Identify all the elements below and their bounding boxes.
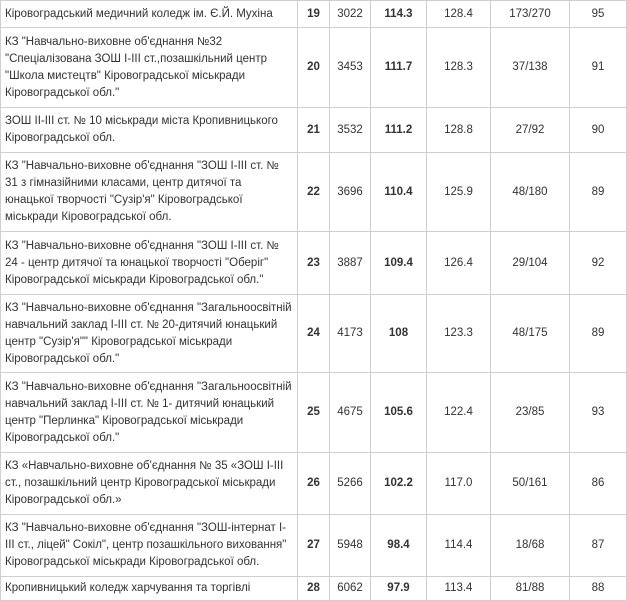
percent-cell: 88 <box>570 577 627 601</box>
school-name-cell: ЗОШ ІІ-ІІІ ст. № 10 міськради міста Кропивницького Кіровоградської обл. <box>1 108 298 153</box>
ratio-cell: 27/92 <box>491 108 570 153</box>
school-name-cell: КЗ "Навчально-виховне об'єднання "ЗОШ-інтернат І-ІІІ ст., ліцей" Сокіл", центр позашкільного виховання" Кіровоградської міськради Кіровоградської обл. <box>1 515 298 577</box>
average-cell: 126.4 <box>427 232 491 295</box>
average-cell: 128.3 <box>427 28 491 108</box>
count-cell: 3532 <box>330 108 371 153</box>
table-row <box>1 153 627 232</box>
average-cell: 125.9 <box>427 153 491 232</box>
table-row <box>1 1 627 28</box>
table-row <box>1 108 627 153</box>
rank-cell: 28 <box>298 577 330 601</box>
average-cell: 114.4 <box>427 515 491 577</box>
school-name-cell: КЗ "Навчально-виховне об'єднання "ЗОШ І-ІІІ ст. № 31 з гімназійними класами, центр дитячої та юнацької творчості "Сузір'я" Кіровоградської міськради Кіровоградської обл. <box>1 153 298 232</box>
rank-cell: 19 <box>298 1 330 28</box>
table-row <box>1 295 627 373</box>
score-cell: 111.2 <box>371 108 427 153</box>
table-row <box>1 577 627 601</box>
school-name-cell: КЗ "Навчально-виховне об'єднання "Загальноосвітній навчальний заклад І-ІІІ ст. № 1- дитячий юнацький центр "Перлинка" Кіровоградської міськради Кіровоградської обл." <box>1 373 298 453</box>
rank-cell: 26 <box>298 453 330 515</box>
school-name-cell: КЗ "Навчально-виховне об'єднання "ЗОШ І-ІІІ ст. № 24 - центр дитячої та юнацької творчості "Оберіг" Кіровоградської міськради Кіровоградської обл." <box>1 232 298 295</box>
rank-cell: 25 <box>298 373 330 453</box>
score-cell: 110.4 <box>371 153 427 232</box>
percent-cell: 90 <box>570 108 627 153</box>
rank-cell: 22 <box>298 153 330 232</box>
count-cell: 6062 <box>330 577 371 601</box>
ratio-cell: 29/104 <box>491 232 570 295</box>
count-cell: 3887 <box>330 232 371 295</box>
school-name-cell: КЗ «Навчально-виховне об'єднання № 35 «ЗОШ І-ІІІ ст., позашкільний центр Кіровоградської міськради Кіровоградської обл.» <box>1 453 298 515</box>
count-cell: 3453 <box>330 28 371 108</box>
percent-cell: 89 <box>570 295 627 373</box>
average-cell: 113.4 <box>427 577 491 601</box>
average-cell: 128.8 <box>427 108 491 153</box>
count-cell: 3696 <box>330 153 371 232</box>
percent-cell: 91 <box>570 28 627 108</box>
average-cell: 117.0 <box>427 453 491 515</box>
score-cell: 105.6 <box>371 373 427 453</box>
rank-cell: 20 <box>298 28 330 108</box>
table-row <box>1 515 627 577</box>
average-cell: 128.4 <box>427 1 491 28</box>
score-cell: 102.2 <box>371 453 427 515</box>
table-row <box>1 453 627 515</box>
count-cell: 4675 <box>330 373 371 453</box>
count-cell: 5948 <box>330 515 371 577</box>
ratio-cell: 37/138 <box>491 28 570 108</box>
ratio-cell: 18/68 <box>491 515 570 577</box>
table-row <box>1 28 627 108</box>
rank-cell: 27 <box>298 515 330 577</box>
school-name-cell: КЗ "Навчально-виховне об'єднання №32 "Спеціалізована ЗОШ І-ІІІ ст.,позашкільний центр "Школа мистецтв" Кіровоградської міськради Кіровоградської обл." <box>1 28 298 108</box>
ratio-cell: 23/85 <box>491 373 570 453</box>
ratio-cell: 48/175 <box>491 295 570 373</box>
score-cell: 97.9 <box>371 577 427 601</box>
score-cell: 108 <box>371 295 427 373</box>
percent-cell: 95 <box>570 1 627 28</box>
percent-cell: 93 <box>570 373 627 453</box>
rank-cell: 24 <box>298 295 330 373</box>
average-cell: 122.4 <box>427 373 491 453</box>
ratio-cell: 81/88 <box>491 577 570 601</box>
percent-cell: 87 <box>570 515 627 577</box>
ratio-cell: 173/270 <box>491 1 570 28</box>
ratio-cell: 50/161 <box>491 453 570 515</box>
percent-cell: 89 <box>570 153 627 232</box>
average-cell: 123.3 <box>427 295 491 373</box>
percent-cell: 86 <box>570 453 627 515</box>
score-cell: 98.4 <box>371 515 427 577</box>
rank-cell: 21 <box>298 108 330 153</box>
score-cell: 109.4 <box>371 232 427 295</box>
score-cell: 114.3 <box>371 1 427 28</box>
school-name-cell: Кропивницький коледж харчування та торгівлі <box>1 577 298 601</box>
school-name-cell: КЗ "Навчально-виховне об'єднання "Загальноосвітній навчальний заклад І-ІІІ ст. № 20-дитячий юнацький центр "Сузір'я"" Кіровоградської міськради Кіровоградської обл." <box>1 295 298 373</box>
count-cell: 3022 <box>330 1 371 28</box>
rank-cell: 23 <box>298 232 330 295</box>
ratio-cell: 48/180 <box>491 153 570 232</box>
school-name-cell: Кіровоградський медичний коледж ім. Є.Й. Мухіна <box>1 1 298 28</box>
table-row <box>1 232 627 295</box>
percent-cell: 92 <box>570 232 627 295</box>
count-cell: 4173 <box>330 295 371 373</box>
count-cell: 5266 <box>330 453 371 515</box>
table-row <box>1 373 627 453</box>
score-cell: 111.7 <box>371 28 427 108</box>
